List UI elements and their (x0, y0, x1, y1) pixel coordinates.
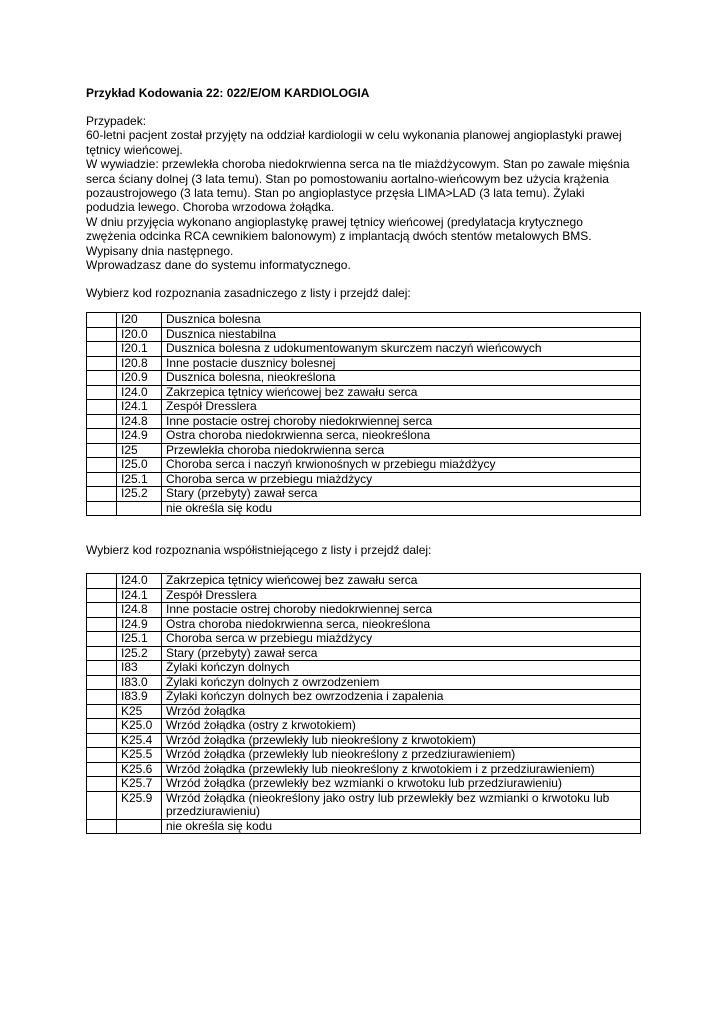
select-cell[interactable] (87, 791, 117, 819)
code-cell: I24.9 (117, 617, 162, 632)
description-cell: Choroba serca w przebiegu miażdżycy (162, 472, 641, 487)
case-line: podudzia lewego. Choroba wrzodowa żołądka. (86, 200, 335, 215)
code-cell: I24.0 (117, 574, 162, 589)
diagnosis-row[interactable] (87, 719, 641, 734)
code-cell: I20.8 (117, 356, 162, 371)
code-cell: K25.7 (117, 777, 162, 792)
select-cell[interactable] (87, 400, 117, 415)
case-line: tętnicy wieńcowej. (86, 142, 183, 157)
code-cell: I83 (117, 661, 162, 676)
case-line: zwężenia odcinka RCA cewnikiem balonowym) z implantacją dwóch stentów metalowych BMS. (86, 229, 592, 244)
code-cell: I25.2 (117, 487, 162, 502)
code-cell: I83.9 (117, 690, 162, 705)
case-label: Przypadek: (86, 114, 147, 128)
description-cell: Żylaki kończyn dolnych z owrzodzeniem (162, 675, 641, 690)
select-cell[interactable] (87, 458, 117, 473)
description-cell: Wrzód żołądka (przewlekły bez wzmianki o krwotoku lub przedziurawieniu) (162, 777, 641, 792)
description-cell: Wrzód żołądka (przewlekły lub nieokreślony z krwotokiem i z przedziurawieniem) (162, 762, 641, 777)
code-cell (117, 501, 162, 516)
diagnosis-row[interactable] (87, 748, 641, 763)
code-cell: I20.1 (117, 342, 162, 357)
description-cell: Przewlekła choroba niedokrwienna serca (162, 443, 641, 458)
case-description (86, 114, 642, 272)
description-cell: Zakrzepica tętnicy wieńcowej bez zawału serca (162, 385, 641, 400)
diagnosis-row[interactable] (87, 487, 641, 502)
code-cell: I24.0 (117, 385, 162, 400)
diagnosis-row[interactable] (87, 791, 641, 819)
description-cell: nie określa się kodu (162, 501, 641, 516)
select-cell[interactable] (87, 661, 117, 676)
diagnosis-row[interactable] (87, 777, 641, 792)
document-page (86, 86, 642, 834)
diagnosis-row[interactable] (87, 327, 641, 342)
diagnosis-row[interactable] (87, 762, 641, 777)
diagnosis-row[interactable] (87, 414, 641, 429)
primary-diagnosis-prompt: Wybierz kod rozpoznania zasadniczego z listy i przejdź dalej: (86, 286, 411, 301)
description-cell: Wrzód żołądka (nieokreślony jako ostry lub przewlekły bez wzmianki o krwotoku lub przedziurawieniu) (162, 791, 641, 819)
select-cell[interactable] (87, 748, 117, 763)
primary-diagnosis-table (86, 312, 641, 516)
diagnosis-row[interactable] (87, 574, 641, 589)
description-cell: Choroba serca w przebiegu miażdżycy (162, 632, 641, 647)
code-cell: I24.8 (117, 603, 162, 618)
select-cell[interactable] (87, 501, 117, 516)
diagnosis-row[interactable] (87, 371, 641, 386)
code-cell (117, 819, 162, 834)
diagnosis-row[interactable] (87, 501, 641, 516)
code-cell: K25.6 (117, 762, 162, 777)
select-cell[interactable] (87, 487, 117, 502)
description-cell: nie określa się kodu (162, 819, 641, 834)
code-cell: I20 (117, 313, 162, 328)
select-cell[interactable] (87, 588, 117, 603)
secondary-diagnosis-table (86, 573, 641, 834)
code-cell: I24.8 (117, 414, 162, 429)
select-cell[interactable] (87, 777, 117, 792)
diagnosis-row[interactable] (87, 819, 641, 834)
code-cell: K25.9 (117, 791, 162, 819)
diagnosis-row[interactable] (87, 443, 641, 458)
select-cell[interactable] (87, 371, 117, 386)
diagnosis-row[interactable] (87, 690, 641, 705)
code-cell: I24.1 (117, 588, 162, 603)
code-cell: I24.9 (117, 429, 162, 444)
case-line: pozaustrojowego (3 lata temu). Stan po angioplastyce przęsła LIMA>LAD (3 lata temu). Żylaki (86, 186, 585, 201)
code-cell: I20.9 (117, 371, 162, 386)
diagnosis-row[interactable] (87, 342, 641, 357)
select-cell[interactable] (87, 327, 117, 342)
select-cell[interactable] (87, 342, 117, 357)
case-line: Wprowadzasz dane do systemu informatycznego. (86, 258, 351, 273)
description-cell: Zakrzepica tętnicy wieńcowej bez zawału serca (162, 574, 641, 589)
select-cell[interactable] (87, 603, 117, 618)
select-cell[interactable] (87, 733, 117, 748)
diagnosis-row[interactable] (87, 313, 641, 328)
select-cell[interactable] (87, 819, 117, 834)
description-cell: Inne postacie ostrej choroby niedokrwiennej serca (162, 603, 641, 618)
select-cell[interactable] (87, 414, 117, 429)
description-cell: Wrzód żołądka (162, 704, 641, 719)
code-cell: K25.5 (117, 748, 162, 763)
select-cell[interactable] (87, 429, 117, 444)
select-cell[interactable] (87, 313, 117, 328)
code-cell: I25.1 (117, 472, 162, 487)
select-cell[interactable] (87, 443, 117, 458)
code-cell: I20.0 (117, 327, 162, 342)
select-cell[interactable] (87, 617, 117, 632)
description-cell: Zespół Dresslera (162, 588, 641, 603)
select-cell[interactable] (87, 704, 117, 719)
diagnosis-row[interactable] (87, 429, 641, 444)
diagnosis-row[interactable] (87, 400, 641, 415)
description-cell: Inne postacie dusznicy bolesnej (162, 356, 641, 371)
description-cell: Wrzód żołądka (przewlekły lub nieokreślony z przedziurawieniem) (162, 748, 641, 763)
description-cell: Wrzód żołądka (ostry z krwotokiem) (162, 719, 641, 734)
diagnosis-row[interactable] (87, 588, 641, 603)
description-cell: Stary (przebyty) zawał serca (162, 646, 641, 661)
diagnosis-row[interactable] (87, 632, 641, 647)
code-cell: I83.0 (117, 675, 162, 690)
description-cell: Dusznica niestabilna (162, 327, 641, 342)
description-cell: Wrzód żołądka (przewlekły lub nieokreślony z krwotokiem) (162, 733, 641, 748)
description-cell: Dusznica bolesna (162, 313, 641, 328)
case-line: Wypisany dnia następnego. (86, 243, 234, 258)
diagnosis-row[interactable] (87, 617, 641, 632)
select-cell[interactable] (87, 632, 117, 647)
diagnosis-row[interactable] (87, 356, 641, 371)
document-heading: Przykład Kodowania 22: 022/E/OM KARDIOLOGIA (86, 86, 370, 100)
diagnosis-row[interactable] (87, 733, 641, 748)
diagnosis-row[interactable] (87, 458, 641, 473)
description-cell: Inne postacie ostrej choroby niedokrwiennej serca (162, 414, 641, 429)
diagnosis-row[interactable] (87, 603, 641, 618)
case-line: 60-letni pacjent został przyjęty na oddział kardiologii w celu wykonania planowej angioplastyki prawej (86, 128, 622, 143)
description-cell: Ostra choroba niedokrwienna serca, nieokreślona (162, 617, 641, 632)
description-cell: Zespół Dresslera (162, 400, 641, 415)
code-cell: I25 (117, 443, 162, 458)
select-cell[interactable] (87, 675, 117, 690)
code-cell: K25.4 (117, 733, 162, 748)
code-cell: I24.1 (117, 400, 162, 415)
description-cell: Stary (przebyty) zawał serca (162, 487, 641, 502)
description-cell: Choroba serca i naczyń krwionośnych w przebiegu miażdżycy (162, 458, 641, 473)
diagnosis-row[interactable] (87, 385, 641, 400)
code-cell: K25.0 (117, 719, 162, 734)
select-cell[interactable] (87, 719, 117, 734)
select-cell[interactable] (87, 472, 117, 487)
code-cell: I25.1 (117, 632, 162, 647)
description-cell: Ostra choroba niedokrwienna serca, nieokreślona (162, 429, 641, 444)
description-cell: Żylaki kończyn dolnych (162, 661, 641, 676)
select-cell[interactable] (87, 574, 117, 589)
description-cell: Dusznica bolesna z udokumentowanym skurczem naczyń wieńcowych (162, 342, 641, 357)
code-cell: I25.0 (117, 458, 162, 473)
diagnosis-row[interactable] (87, 646, 641, 661)
diagnosis-row[interactable] (87, 472, 641, 487)
diagnosis-row[interactable] (87, 661, 641, 676)
case-line: W wywiadzie: przewlekła choroba niedokrwienna serca na tle miażdżycowym. Stan po zawale mięśnia (86, 157, 630, 172)
diagnosis-row[interactable] (87, 704, 641, 719)
case-line: serca ściany dolnej (3 lata temu). Stan po pomostowaniu aortalno-wieńcowym bez użycia krążenia (86, 171, 609, 186)
description-cell: Żylaki kończyn dolnych bez owrzodzenia i zapalenia (162, 690, 641, 705)
secondary-diagnosis-prompt: Wybierz kod rozpoznania współistniejącego z listy i przejdź dalej: (86, 543, 432, 558)
diagnosis-row[interactable] (87, 675, 641, 690)
code-cell: K25 (117, 704, 162, 719)
description-cell: Dusznica bolesna, nieokreślona (162, 371, 641, 386)
case-line: W dniu przyjęcia wykonano angioplastykę prawej tętnicy wieńcowej (predylatacja krytycznego (86, 214, 583, 229)
select-cell[interactable] (87, 356, 117, 371)
select-cell[interactable] (87, 646, 117, 661)
code-cell: I25.2 (117, 646, 162, 661)
select-cell[interactable] (87, 690, 117, 705)
select-cell[interactable] (87, 385, 117, 400)
select-cell[interactable] (87, 762, 117, 777)
